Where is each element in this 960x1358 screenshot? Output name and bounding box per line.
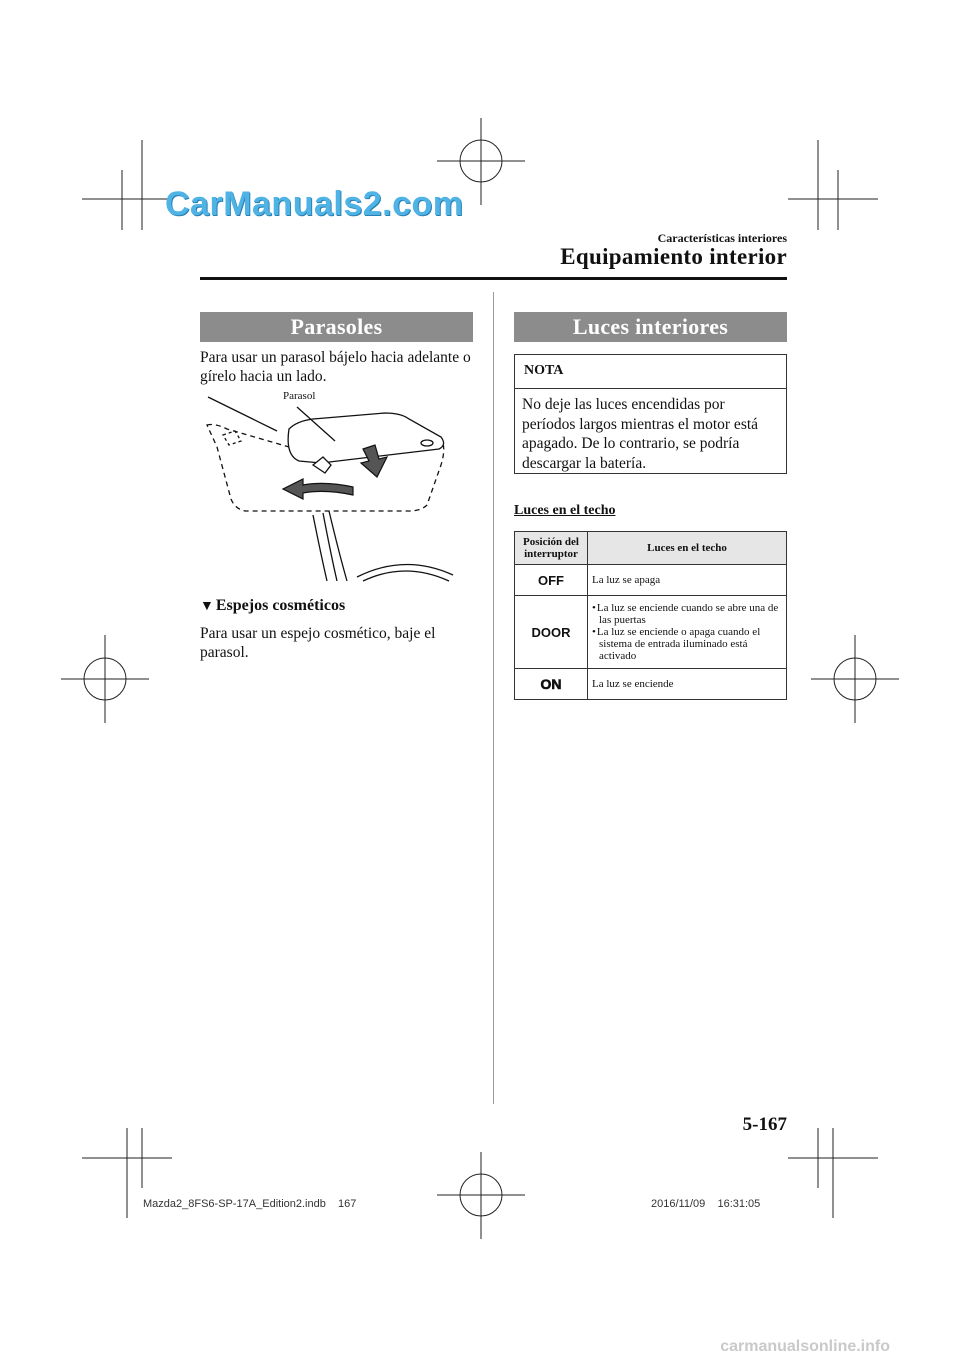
- espejos-subheading-text: Espejos cosméticos: [215, 597, 346, 614]
- header-rule: [200, 277, 787, 280]
- door-bullet-1: • La luz se enciende cuando se abre una de las puertas: [592, 602, 782, 626]
- note-title: NOTA: [524, 363, 564, 378]
- note-divider: [515, 388, 786, 389]
- footer-timestamp: 2016/11/09 16:31:05: [651, 1198, 761, 1210]
- sun-visor-figure: [205, 385, 467, 585]
- footer-file: Mazda2_8FS6-SP-17A_Edition2.indb 167: [143, 1198, 357, 1210]
- door-bullet-2: • La luz se enciende o apaga cuando el sistema de entrada iluminado está activado: [592, 626, 782, 662]
- col-header-switch: Posición del interruptor: [515, 532, 588, 565]
- row-off-desc: La luz se apaga: [588, 565, 787, 596]
- watermark-bottom: carmanualsonline.info: [720, 1338, 890, 1355]
- header-chapter: Equipamiento interior: [560, 244, 787, 269]
- table-row: [515, 669, 787, 700]
- espejos-paragraph: Para usar un espejo cosmético, baje el parasol.: [200, 625, 436, 661]
- row-on-desc: La luz se enciende: [588, 669, 787, 700]
- table-row: [515, 596, 787, 669]
- parasoles-banner: Parasoles: [200, 312, 473, 342]
- espejos-subheading: [200, 597, 345, 615]
- luces-banner: Luces interiores: [514, 312, 787, 342]
- switch-on-label: ON: [515, 669, 588, 700]
- note-box: [514, 354, 787, 474]
- parasol-label: Parasol: [283, 390, 316, 402]
- switch-door-label: DOOR: [515, 596, 588, 669]
- ceiling-lights-table: [514, 531, 787, 700]
- table-row: [515, 565, 787, 596]
- triangle-icon: ▼: [200, 599, 214, 614]
- table-header-row: [515, 532, 787, 565]
- row-door-desc: [588, 596, 787, 669]
- col-header-lights: Luces en el techo: [588, 532, 787, 565]
- note-text: No deje las luces encendidas por períodos largos mientras el motor está apagado. De lo contrario, se podría descargar la batería.: [522, 396, 759, 472]
- luces-techo-heading: Luces en el techo: [514, 503, 616, 518]
- page-number: 5-167: [742, 1114, 787, 1135]
- switch-off-label: OFF: [515, 565, 588, 596]
- parasoles-paragraph: Para usar un parasol bájelo hacia adelante o gírelo hacia un lado.: [200, 349, 471, 385]
- column-divider: [493, 292, 494, 1104]
- watermark-logo: CarManuals2.com: [165, 185, 464, 223]
- header-section: Características interiores: [657, 231, 787, 245]
